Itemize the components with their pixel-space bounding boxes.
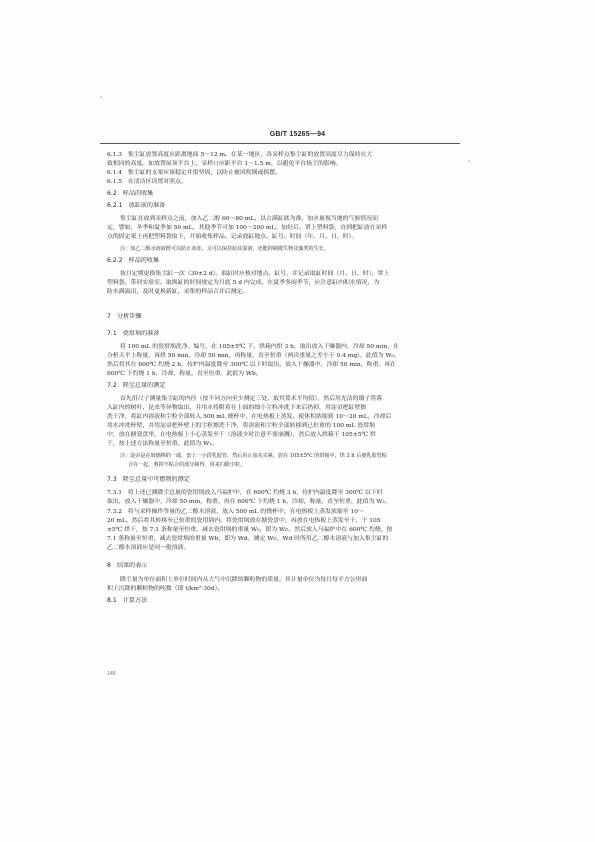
text-line: 降尘量为单位面积上单位时间内从大气中沉降的颗粒物的质量。其计量单位为每月每平方公里面 [120, 577, 368, 583]
text-line: 首先用尺子测量集尘缸的内径（按不同方向至少测定三处，取其算术平均值），然后用光洁的镊子将落 [120, 396, 383, 402]
text-line: 致相同的高度。如放置屋顶平台上，采样口应距平台 1～1.5 m，以避免平台扬尘的影响。 [107, 161, 342, 167]
text-line: 积上沉降的颗粒物的吨数（即 t/km²·30d）。 [107, 586, 224, 592]
text-line: 中，放在搪瓷盘里，在电热板上小心蒸发至干（溶液少时注意不要崩溅），然后放入烘箱于 105±5℃ 烘 [107, 432, 376, 438]
text-line: 点的固定架上再把塑料袋取下，开始收集样品。记录放缸地点、缸号、时间（年、月、日、时）。 [107, 234, 358, 240]
text-line: 乙二醇水溶液应是同一批溶液。 [107, 545, 190, 551]
text-line: 入缸内的树叶、昆虫等异物取出，并用水将附着在上面的细小尘粒冲洗下来后扔掉，用淀帚把缸壁擦 [107, 405, 367, 411]
header-rule [100, 143, 460, 144]
text-line: 定，譬如，冬季和夏季加 50 mL，其他季节可加 100～200 mL。加好后，罩上塑料袋，直到把缸放在采样 [107, 225, 388, 231]
text-line: 集尘缸在放到采样点之前，加入乙二醇 60～80 mL，以占满缸底为准，加水量视当地的气候情况而 [120, 216, 378, 222]
section-heading: 6.2.2 样品的收集 [107, 257, 160, 264]
text-line: 干，按上述方法称量至恒重。此值为 W₁。 [107, 441, 218, 447]
text-line: 7.3.1 将上述已测降尘总量的瓷坩埚放入马福炉中，在 600℃ 灼烧 3 h，待炉内温度降至 300℃ 以下时 [107, 490, 383, 496]
text-line: 20 mL，然后将其转移至已恒重的瓷坩埚内，将瓷坩埚放在搪瓷盘中，再放在电热板上蒸发至干，于 105 [107, 518, 381, 524]
text-line: 防水满溢出，及时更换新缸，采集的样品合并后测定。 [107, 289, 249, 295]
text-line: 然后将其在 600℃ 灼烧 2 h，待炉内温度降至 300℃ 以下时取出，放入干燥器中，冷却 50 min，称重。再在 [107, 362, 397, 368]
section-heading: 8.1 计算方法 [107, 597, 148, 604]
scan-speck [468, 160, 470, 162]
text-line: 洗干净，将缸内溶液和尘粒全部转入 500 mL 烧杯中，在电热板上蒸发，使体积浓缩到 10～20 mL，冷却后 [107, 414, 392, 420]
text-line: 按月定期更换集尘缸一次（30±2 d）。取缸时应核对地点、缸号，并记录取缸时间（月、日、时），罩上 [120, 271, 390, 277]
text-line: 将 100 mL 的瓷坩埚洗净、编号，在 105±5℃ 下，烘箱内烘 3 h，取出放入干燥器内，冷却 50 min，在 [120, 344, 399, 350]
text-line: 用水冲洗杯壁，并用淀帚把杯壁上的尘粒擦洗干净，将溶液和尘粒全部转移到已恒重的 100 mL 瓷坩埚 [107, 423, 375, 429]
text-line: 取出，放入干燥器中，冷却 50 min，称重。再在 600℃ 下灼烧 1 h，冷却，称量，直至恒重，此值为 W₂。 [107, 499, 391, 505]
text-line: 塑料袋，带回实验室。取换缸的时间规定为月底 5 d 内完成。在夏季多雨季节，应注意缸内积水情况，为 [107, 280, 380, 286]
text-line: 分析天平上称量，再烘 50 min，冷却 50 min，再称量，直至恒重（两次重量之差小于 0.4 mg），此值为 W₀。 [107, 353, 400, 359]
page-header: GB/T 15265—94 [269, 131, 326, 138]
section-heading: 6.2.1 放缸前的准备 [107, 202, 166, 209]
text-line: 600℃ 下灼烧 1 h，冷却，称量，直至恒重。此值为 Wb。 [107, 371, 262, 377]
section-heading: 7.1 瓷坩埚的准备 [107, 330, 160, 337]
note-line: 合在一起，剪掉不粘合的部分制得，用来扫除尘粒。 [128, 462, 246, 468]
section-heading: 8 结果的表示 [107, 562, 148, 569]
text-line: 7.1 条称量至恒重，减去瓷坩埚的重量 Wb，即为 Wd。测定 Wc、Wd 时所用乙二醇水溶液与加入集尘缸的 [107, 536, 389, 542]
text-line: 6.1.5 在清洁区设置对照点。 [107, 179, 187, 185]
page-number: 148 [107, 671, 116, 677]
text-line: 7.3.2 将与采样操作等量的乙二醇水溶液，放入 500 mL 的烧杯中，在电热板上蒸发浓缩至 10～ [107, 509, 364, 515]
section-heading: 7.2 降尘总量的测定 [107, 382, 166, 389]
text-line: 6.1.3 集尘缸放置高度应距离地面 5～12 m。在某一地区，各采样点集尘缸的放置高度尽力保持在大 [107, 152, 373, 158]
note-line: 注：加乙二醇水溶液既可以防止冰冻，又可以保持缸底湿润，还能抑制微生物及藻类的生长。 [120, 246, 329, 252]
section-heading: 6.2 样品的收集 [107, 190, 154, 197]
text-line: ±5℃ 烘干，按 7.1 条称量至恒重，减去瓷坩埚的重量 W₀，即为 Wc。然后放入马福炉中在 600℃ 灼烧，按 [107, 527, 393, 533]
text-line: 6.1.4 集尘缸的支架应该稳定并很坚固，以防止被风吹倒或摇摆。 [107, 170, 282, 176]
note-line: 注：淀帚是在玻璃棒的一端，套上一小段乳胶管，然后用止血夹夹紧，放在 105±5℃ 的烘箱中，烘 3 h 后使乳胶管粘 [120, 453, 387, 459]
section-heading: 7.3 降尘总量中可燃物的测定 [107, 476, 190, 483]
scan-speck [100, 96, 102, 98]
section-heading: 7 分析步骤 [107, 313, 142, 320]
